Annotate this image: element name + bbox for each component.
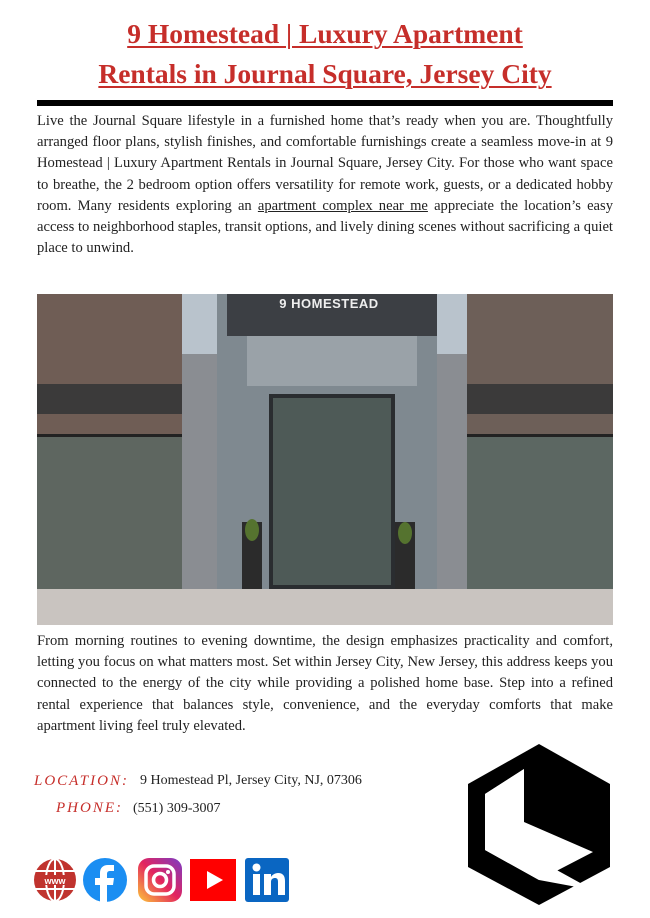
intro-text: Live the Journal Square lifestyle in a furnished home that’s ready when you are. Thoughtfully arranged floor plans, stylish finishes, and comfortable furnishings create a seamless move-in at 9 Homestead | Luxury Apartment Rentals in Journal Square, Jersey City. For those who want space to breathe, the 2 bedroom option offers versatility for remote work, guests, or a dedicated hobby room. Many residents exploring an [37,113,613,214]
www-text: www [44,876,66,886]
phone-value[interactable]: (551) 309-3007 [133,801,221,816]
title-line-1: 9 Homestead | Luxury Apartment [127,18,523,49]
linkedin-icon[interactable] [245,857,291,903]
intro-text-end: appreciate the location’s easy access to neighborhood staples, transit options, and lively dining scenes without sacrificing a quiet place to unwind. [37,197,614,257]
company-logo [465,742,613,907]
divider [37,100,613,106]
building-photo [37,294,613,625]
youtube-icon[interactable] [190,857,236,903]
instagram-icon[interactable] [137,857,183,903]
website-globe-icon[interactable] [32,857,78,903]
body-paragraph: From morning routines to evening downtime, the design emphasizes practicality and comfort, letting you focus on what matters most. Set within Jersey City, New Jersey, this address keeps you connected to the energy of the city while providing a polished home base. Step into a refined rental experience that balances style, convenience, and the everyday comforts that make apartment living feel truly elevated. [37,633,613,734]
location-label: LOCATION: [34,773,129,789]
location-value: 9 Homestead Pl, Jersey City, NJ, 07306 [140,773,362,788]
page-title [0,14,650,94]
building-sign: 9 HOMESTEAD [279,296,379,311]
phone-label: PHONE: [56,800,123,816]
apartment-complex-link[interactable]: apartment complex near me [257,197,428,214]
facebook-icon[interactable] [82,857,128,903]
intro-paragraph [37,111,613,259]
title-line-2: Rentals in Journal Square, Jersey City [98,58,552,89]
